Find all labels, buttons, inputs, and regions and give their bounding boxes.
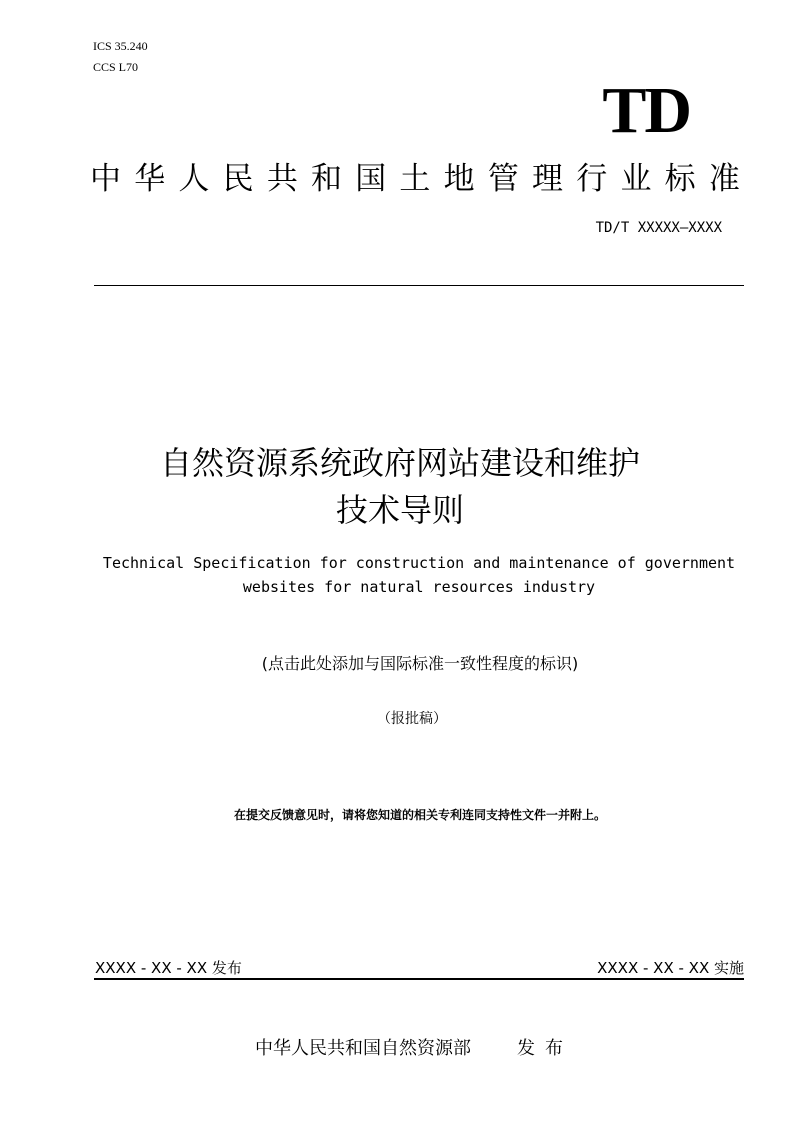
draft-status: （报批稿） [377,711,447,727]
standard-name-char: 国 [355,161,387,197]
standard-name-char: 标 [664,161,696,197]
standard-name-char: 管 [487,161,519,197]
standard-code: TD/T XXXXX—XXXX [595,220,722,236]
standard-name-char: 人 [178,161,210,197]
standard-logo: TD [602,74,690,147]
standard-name-char: 行 [576,161,608,197]
title-cn-line2: 技术导则 [335,491,464,529]
patent-notice: 在提交反馈意见时，请将您知道的相关专利连同支持性文件一并附上。 [233,808,606,822]
standard-name-char: 华 [134,161,166,197]
issue-action: 发布 [517,1038,573,1059]
standard-name-char: 民 [222,161,254,197]
consistency-placeholder[interactable]: (点击此处添加与国际标准一致性程度的标识) [261,654,579,673]
standard-name-char: 准 [708,161,740,197]
standard-name-char: 共 [266,161,298,197]
title-en-line2: websites for natural resources industry [242,578,596,596]
ccs-code: CCS L70 [93,60,139,74]
title-en-line1: Technical Specification for construction and maintenance of government [102,554,736,572]
publish-date: XXXX - XX - XX 发布 [95,959,242,977]
issuing-authority: 中华人民共和国自然资源部 [255,1038,471,1059]
title-cn-line1: 自然资源系统政府网站建设和维护 [159,444,640,482]
implement-date: XXXX - XX - XX 实施 [597,959,744,977]
standard-name-char: 地 [443,161,475,197]
standard-name-char: 中 [90,161,121,197]
standard-category-title [90,153,740,198]
standard-name-char: 理 [532,161,564,197]
standard-name-char: 和 [311,161,343,197]
footer-divider [94,978,744,980]
ics-code: ICS 35.240 [93,39,148,53]
header-divider [94,285,744,286]
standard-name-char: 土 [399,161,431,197]
standard-name-char: 业 [620,161,652,197]
